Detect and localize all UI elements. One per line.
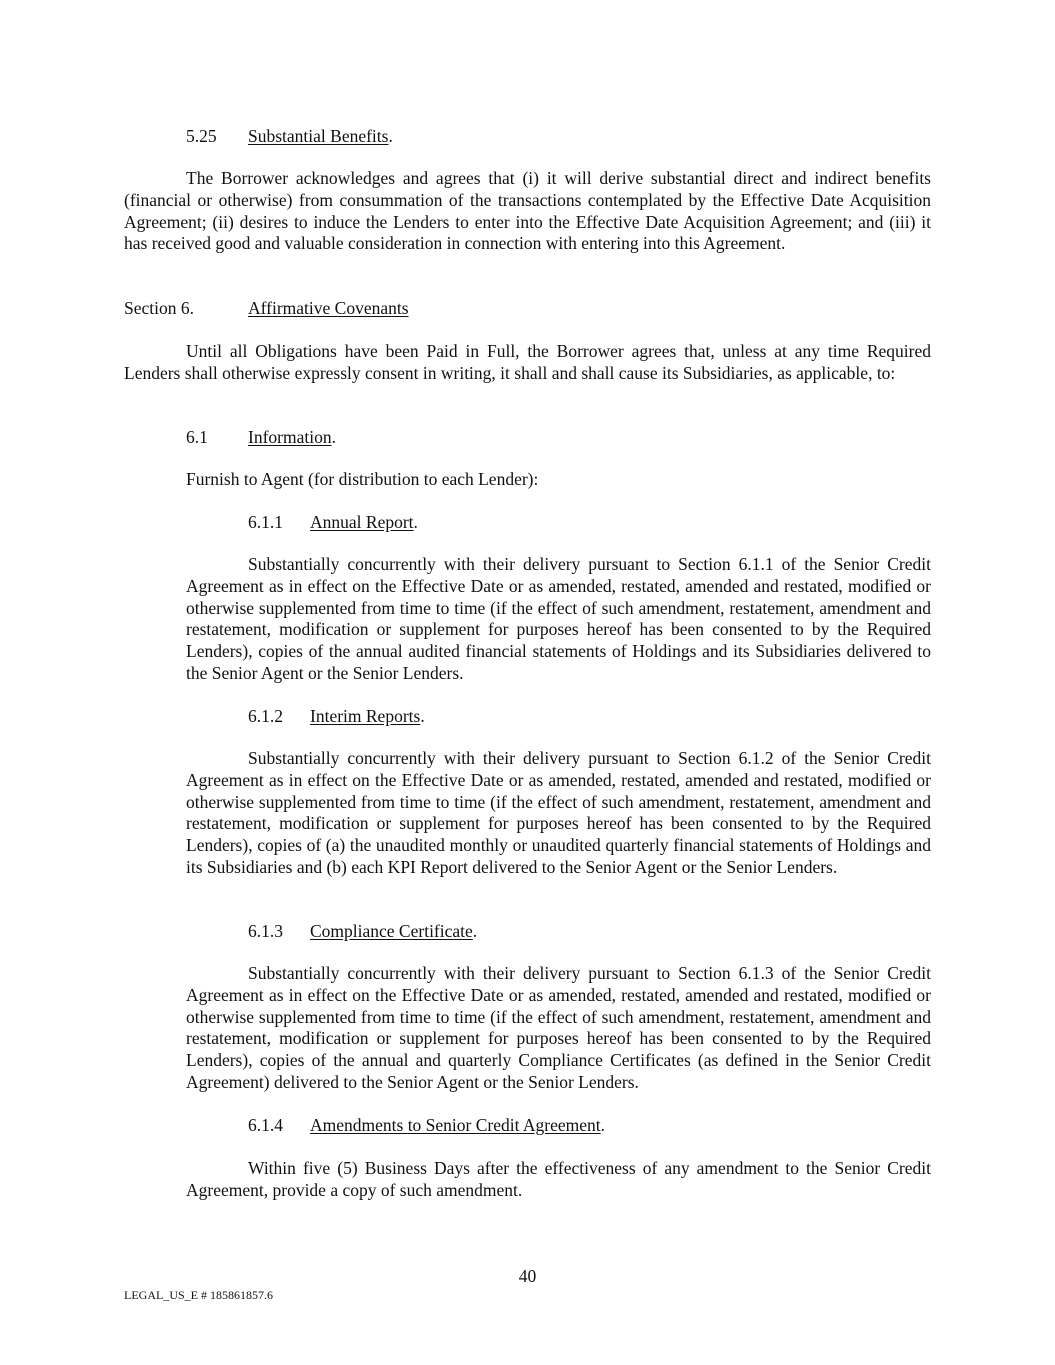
heading-6-1: 6.1 Information.: [186, 427, 336, 447]
section-number: 6.1.1: [248, 512, 283, 532]
section-title: Affirmative Covenants: [248, 298, 409, 318]
document-id: LEGAL_US_E # 185861857.6: [124, 1288, 273, 1302]
heading-6-1-3: 6.1.3 Compliance Certificate.: [248, 921, 478, 941]
heading-6-1-4: 6.1.4 Amendments to Senior Credit Agreement.: [248, 1115, 606, 1135]
heading-6-1-2: 6.1.2 Interim Reports.: [248, 706, 425, 726]
section-number: 6.1.4: [248, 1115, 283, 1135]
heading-5-25: 5.25 Substantial Benefits.: [186, 126, 393, 146]
section-title: Amendments to Senior Credit Agreement: [310, 1115, 601, 1135]
paragraph-section-6: Until all Obligations have been Paid in Full, the Borrower agrees that, unless at any time Required Lenders shall otherwise expressly consent in writing, it shall and shall cause its Subsidiaries, as applicable, to:: [124, 341, 931, 383]
paragraph-6-1-1: Substantially concurrently with their delivery pursuant to Section 6.1.1 of the Senior Credit Agreement as in effect on the Effective Date or as amended, restated, amended and restated, modified or otherwise supplemented from time to time (if the effect of such amendment, restatement, amendment and restatement, modification or supplement for purposes hereof has been consented to by the Required Lenders), copies of the annual audited financial statements of Holdings and its Subsidiaries delivered to the Senior Agent or the Senior Lenders.: [186, 554, 931, 683]
heading-6-1-1: 6.1.1 Annual Report.: [248, 512, 418, 532]
paragraph-6-1-4: Within five (5) Business Days after the effectiveness of any amendment to the Senior Credit Agreement, provide a copy of such amendment.: [186, 1158, 931, 1200]
paragraph-6-1: Furnish to Agent (for distribution to each Lender):: [186, 469, 539, 489]
paragraph-6-1-3: Substantially concurrently with their delivery pursuant to Section 6.1.3 of the Senior Credit Agreement as in effect on the Effective Date or as amended, restated, amended and restated, modified or otherwise supplemented from time to time (if the effect of such amendment, restatement, amendment and restatement, modification or supplement for purposes hereof has been consented to by the Required Lenders), copies of the annual and quarterly Compliance Certificates (as defined in the Senior Credit Agreement) delivered to the Senior Agent or the Senior Lenders.: [186, 963, 931, 1092]
paragraph-6-1-2: Substantially concurrently with their delivery pursuant to Section 6.1.2 of the Senior Credit Agreement as in effect on the Effective Date or as amended, restated, amended and restated, modified or otherwise supplemented from time to time (if the effect of such amendment, restatement, amendment and restatement, modification or supplement for purposes hereof has been consented to by the Required Lenders), copies of (a) the unaudited monthly or unaudited quarterly financial statements of Holdings and its Subsidiaries and (b) each KPI Report delivered to the Senior Agent or the Senior Lenders.: [186, 748, 931, 877]
section-title: Annual Report: [310, 512, 414, 532]
heading-section-6: [124, 298, 409, 320]
section-number: 5.25: [186, 126, 217, 146]
section-number: Section 6.: [124, 298, 194, 318]
section-title: Substantial Benefits: [248, 126, 389, 146]
section-number: 6.1: [186, 427, 208, 447]
section-title: Interim Reports: [310, 706, 421, 726]
paragraph-5-25: The Borrower acknowledges and agrees that (i) it will derive substantial direct and indirect benefits (financial or otherwise) from consummation of the transactions contemplated by the Effective Date Acquisition Agreement; (ii) desires to induce the Lenders to enter into the Effective Date Acquisition Agreement; and (iii) it has received good and valuable consideration in connection with entering into this Agreement.: [124, 168, 931, 254]
section-number: 6.1.3: [248, 921, 283, 941]
section-title: Information: [248, 427, 332, 447]
page-number: 40: [518, 1266, 537, 1286]
section-title: Compliance Certificate: [310, 921, 473, 941]
section-number: 6.1.2: [248, 706, 283, 726]
